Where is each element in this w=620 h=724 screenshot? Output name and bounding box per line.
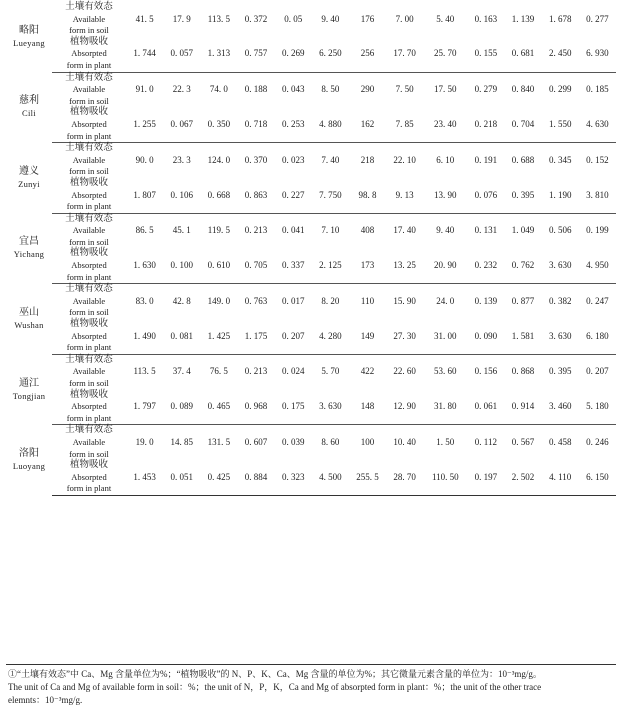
value-cell: 5. 40 xyxy=(436,13,455,24)
value-cell: 0. 668 xyxy=(200,178,237,213)
value-cell: 0. 023 xyxy=(281,154,305,165)
form-label-en: Absorpted xyxy=(71,189,107,200)
value-cell: 110 xyxy=(360,295,375,306)
value-cell: 0. 688 xyxy=(511,154,535,165)
value-cell: 13. 25 xyxy=(386,248,423,283)
form-label-en: Absorpted xyxy=(71,330,107,341)
form-label-en: form in soil xyxy=(69,25,109,36)
value-cell: 0. 100 xyxy=(163,248,200,283)
value-cell: 0. 213 xyxy=(244,225,268,236)
value-cell: 0. 199 xyxy=(586,225,609,236)
value-cell: 27. 30 xyxy=(386,319,423,354)
value-cell: 17. 40 xyxy=(393,225,416,236)
location-cell xyxy=(6,425,52,496)
table-row xyxy=(6,2,616,37)
location-name-cn: 通江 xyxy=(19,377,39,389)
value-cell: 2. 125 xyxy=(312,248,349,283)
form-label-cn: 土壤有效态 xyxy=(65,2,113,12)
location-name-en: Yichang xyxy=(13,249,45,260)
value-cell: 3. 810 xyxy=(579,178,616,213)
value-cell: 1. 630 xyxy=(126,248,163,283)
value-cell: 218 xyxy=(360,154,375,165)
value-cell: 7. 40 xyxy=(321,154,340,165)
value-cell: 173 xyxy=(349,248,386,283)
value-cell: 0. 345 xyxy=(548,154,572,165)
value-cell: 3. 630 xyxy=(542,248,579,283)
form-label-cn: 植物吸收 xyxy=(69,248,108,259)
table-row xyxy=(6,213,616,248)
value-cell: 0. 863 xyxy=(237,178,274,213)
value-cell: 15. 90 xyxy=(393,295,416,306)
value-cell: 0. 090 xyxy=(467,319,504,354)
value-cell: 0. 370 xyxy=(244,154,268,165)
value-cell: 0. 076 xyxy=(467,178,504,213)
value-cell: 4. 500 xyxy=(312,460,349,495)
value-cell: 19. 0 xyxy=(135,436,154,447)
value-cell: 0. 232 xyxy=(467,248,504,283)
value-cell: 0. 197 xyxy=(467,460,504,495)
footnote-line-cn: ①“土壤有效态”中 Ca、Mg 含量单位为%；“植物吸收”的 N、P、K、Ca、Mg 含量的单位为%；其它微量元素含量的单位为：10⁻³mg/g。 xyxy=(8,669,542,679)
value-cell: 7. 00 xyxy=(395,13,414,24)
element-content-table xyxy=(6,2,616,496)
form-label-available xyxy=(52,354,126,389)
form-label-cn: 植物吸收 xyxy=(69,107,108,118)
value-cell: 17. 70 xyxy=(386,37,423,72)
form-label-absorbed xyxy=(52,248,126,283)
value-cell: 6. 150 xyxy=(579,460,616,495)
value-cell: 83. 0 xyxy=(135,295,154,306)
value-cell: 149. 0 xyxy=(207,295,231,306)
value-cell: 0. 024 xyxy=(281,366,305,377)
location-cell xyxy=(6,284,52,355)
value-cell: 42. 8 xyxy=(172,295,191,306)
value-cell: 7. 85 xyxy=(386,107,423,142)
form-label-en: Absorpted xyxy=(71,48,107,59)
form-label-en: Available xyxy=(72,225,106,236)
value-cell: 0. 704 xyxy=(504,107,541,142)
value-cell: 13. 90 xyxy=(423,178,467,213)
value-cell: 0. 868 xyxy=(511,366,535,377)
value-cell: 1. 313 xyxy=(200,37,237,72)
form-label-en: Absorpted xyxy=(71,401,107,412)
form-label-absorbed xyxy=(52,390,126,425)
value-cell: 176 xyxy=(360,13,375,24)
value-cell: 0. 877 xyxy=(511,295,535,306)
value-cell: 76. 5 xyxy=(209,366,228,377)
form-label-en: form in soil xyxy=(69,95,109,106)
form-label-en: form in soil xyxy=(69,378,109,388)
value-cell: 148 xyxy=(349,390,386,425)
value-cell: 0. 277 xyxy=(586,13,609,24)
value-cell: 5. 70 xyxy=(321,366,340,377)
value-cell: 1. 453 xyxy=(126,460,163,495)
value-cell: 0. 039 xyxy=(281,436,305,447)
form-label-en: form in plant xyxy=(66,483,112,494)
form-label-en: Available xyxy=(72,13,106,24)
location-name-en: Zunyi xyxy=(18,178,40,189)
table-row xyxy=(6,143,616,178)
form-label-en: Available xyxy=(72,295,106,306)
form-label-en: Available xyxy=(72,366,106,377)
form-label-en: form in plant xyxy=(66,412,112,423)
value-cell: 149 xyxy=(349,319,386,354)
value-cell: 1. 581 xyxy=(504,319,541,354)
value-cell: 0. 968 xyxy=(237,390,274,425)
value-cell: 0. 247 xyxy=(586,295,609,306)
form-label-available xyxy=(52,72,126,107)
value-cell: 2. 502 xyxy=(504,460,541,495)
form-label-cn: 土壤有效态 xyxy=(65,143,113,154)
table-row xyxy=(6,460,616,495)
form-label-en: form in plant xyxy=(66,59,112,70)
value-cell: 45. 1 xyxy=(172,225,191,236)
value-cell: 0. 185 xyxy=(586,84,609,95)
value-cell: 0. 425 xyxy=(200,460,237,495)
value-cell: 0. 762 xyxy=(504,248,541,283)
form-label-absorbed xyxy=(52,319,126,354)
value-cell: 6. 10 xyxy=(436,154,455,165)
value-cell: 1. 550 xyxy=(542,107,579,142)
value-cell: 8. 50 xyxy=(321,84,340,95)
value-cell: 98. 8 xyxy=(349,178,386,213)
value-cell: 0. 081 xyxy=(163,319,200,354)
value-cell: 0. 051 xyxy=(163,460,200,495)
value-cell: 0. 131 xyxy=(474,225,498,236)
form-label-en: Absorpted xyxy=(71,471,107,482)
value-cell: 0. 914 xyxy=(504,390,541,425)
location-name-en: Tongjian xyxy=(12,390,46,401)
value-cell: 0. 155 xyxy=(467,37,504,72)
value-cell: 0. 163 xyxy=(474,13,498,24)
value-cell: 6. 930 xyxy=(579,37,616,72)
table-row xyxy=(6,248,616,283)
value-cell: 0. 05 xyxy=(284,13,303,24)
value-cell: 110. 50 xyxy=(423,460,467,495)
value-cell: 3. 630 xyxy=(542,319,579,354)
value-cell: 1. 678 xyxy=(548,13,572,24)
form-label-available xyxy=(52,284,126,319)
form-label-absorbed xyxy=(52,178,126,213)
form-label-en: form in plant xyxy=(66,130,112,141)
table-row xyxy=(6,425,616,460)
value-cell: 0. 705 xyxy=(237,248,274,283)
value-cell: 0. 017 xyxy=(281,295,305,306)
form-label-absorbed xyxy=(52,37,126,72)
value-cell: 0. 323 xyxy=(275,460,312,495)
form-label-available xyxy=(52,425,126,460)
value-cell: 37. 4 xyxy=(172,366,191,377)
table-row xyxy=(6,107,616,142)
value-cell: 131. 5 xyxy=(207,436,231,447)
value-cell: 53. 60 xyxy=(434,366,457,377)
value-cell: 91. 0 xyxy=(135,84,154,95)
value-cell: 0. 395 xyxy=(548,366,572,377)
value-cell: 7. 50 xyxy=(395,84,414,95)
value-cell: 74. 0 xyxy=(209,84,228,95)
location-name-cn: 宜昌 xyxy=(19,236,39,248)
value-cell: 0. 089 xyxy=(163,390,200,425)
value-cell: 0. 757 xyxy=(237,37,274,72)
value-cell: 0. 299 xyxy=(548,84,572,95)
location-name-cn: 略阳 xyxy=(19,25,39,37)
value-cell: 1. 50 xyxy=(436,436,455,447)
form-label-en: Absorpted xyxy=(71,260,107,271)
value-cell: 17. 9 xyxy=(172,13,191,24)
table-row xyxy=(6,37,616,72)
value-cell: 4. 880 xyxy=(312,107,349,142)
form-label-cn: 植物吸收 xyxy=(69,319,108,330)
location-name-cn: 巫山 xyxy=(19,307,39,319)
value-cell: 256 xyxy=(349,37,386,72)
value-cell: 22. 10 xyxy=(393,154,416,165)
location-name-en: Wushan xyxy=(14,320,44,331)
form-label-cn: 植物吸收 xyxy=(69,36,108,47)
value-cell: 0. 337 xyxy=(275,248,312,283)
value-cell: 7. 750 xyxy=(312,178,349,213)
value-cell: 0. 218 xyxy=(467,107,504,142)
value-cell: 1. 490 xyxy=(126,319,163,354)
value-cell: 28. 70 xyxy=(386,460,423,495)
value-cell: 0. 718 xyxy=(237,107,274,142)
value-cell: 0. 372 xyxy=(244,13,268,24)
value-cell: 0. 253 xyxy=(275,107,312,142)
value-cell: 1. 425 xyxy=(200,319,237,354)
value-cell: 17. 50 xyxy=(434,84,457,95)
form-label-cn: 土壤有效态 xyxy=(65,354,113,365)
value-cell: 0. 207 xyxy=(586,366,609,377)
value-cell: 90. 0 xyxy=(135,154,154,165)
value-cell: 86. 5 xyxy=(135,225,154,236)
value-cell: 24. 0 xyxy=(436,295,455,306)
value-cell: 3. 460 xyxy=(542,390,579,425)
value-cell: 9. 40 xyxy=(321,13,340,24)
table-row xyxy=(6,284,616,319)
value-cell: 0. 188 xyxy=(244,84,268,95)
form-label-cn: 土壤有效态 xyxy=(65,72,113,83)
form-label-cn: 土壤有效态 xyxy=(65,213,113,224)
value-cell: 0. 106 xyxy=(163,178,200,213)
form-label-cn: 植物吸收 xyxy=(69,389,108,400)
location-name-cn: 洛阳 xyxy=(19,448,39,460)
value-cell: 20. 90 xyxy=(423,248,467,283)
value-cell: 8. 20 xyxy=(321,295,340,306)
value-cell: 23. 3 xyxy=(172,154,191,165)
value-cell: 1. 139 xyxy=(511,13,535,24)
value-cell: 0. 382 xyxy=(548,295,572,306)
value-cell: 31. 00 xyxy=(423,319,467,354)
value-cell: 8. 60 xyxy=(321,436,340,447)
value-cell: 0. 884 xyxy=(237,460,274,495)
value-cell: 10. 40 xyxy=(393,436,416,447)
form-label-en: form in plant xyxy=(66,201,112,212)
footnote-line-en-cont: elemnts：10⁻³mg/g. xyxy=(8,695,83,706)
value-cell: 4. 280 xyxy=(312,319,349,354)
form-label-en: form in soil xyxy=(69,448,109,459)
form-label-cn: 土壤有效态 xyxy=(65,425,113,436)
value-cell: 0. 395 xyxy=(504,178,541,213)
value-cell: 0. 458 xyxy=(548,436,572,447)
table-row xyxy=(6,72,616,107)
location-cell xyxy=(6,72,52,143)
location-name-en: Lueyang xyxy=(13,38,45,49)
value-cell: 408 xyxy=(360,225,375,236)
value-cell: 1. 175 xyxy=(237,319,274,354)
value-cell: 3. 630 xyxy=(312,390,349,425)
value-cell: 0. 139 xyxy=(474,295,498,306)
value-cell: 0. 506 xyxy=(548,225,572,236)
value-cell: 41. 5 xyxy=(135,13,154,24)
value-cell: 0. 227 xyxy=(275,178,312,213)
value-cell: 100 xyxy=(360,436,375,447)
form-label-available xyxy=(52,2,126,37)
table-footnote xyxy=(8,668,616,708)
form-label-available xyxy=(52,213,126,248)
value-cell: 1. 797 xyxy=(126,390,163,425)
value-cell: 1. 190 xyxy=(542,178,579,213)
value-cell: 119. 5 xyxy=(207,225,230,236)
form-label-en: form in soil xyxy=(69,236,109,247)
value-cell: 0. 213 xyxy=(244,366,268,377)
value-cell: 255. 5 xyxy=(349,460,386,495)
value-cell: 0. 067 xyxy=(163,107,200,142)
value-cell: 1. 744 xyxy=(126,37,163,72)
location-name-en: Cili xyxy=(22,108,36,119)
value-cell: 162 xyxy=(349,107,386,142)
value-cell: 0. 041 xyxy=(281,225,305,236)
value-cell: 0. 840 xyxy=(511,84,535,95)
value-cell: 4. 110 xyxy=(542,460,579,495)
value-cell: 31. 80 xyxy=(423,390,467,425)
value-cell: 1. 807 xyxy=(126,178,163,213)
form-label-en: Available xyxy=(72,436,106,447)
form-label-en: Absorpted xyxy=(71,118,107,129)
value-cell: 22. 3 xyxy=(172,84,191,95)
value-cell: 113. 5 xyxy=(207,13,230,24)
form-label-cn: 植物吸收 xyxy=(69,177,108,188)
table-row xyxy=(6,319,616,354)
value-cell: 0. 681 xyxy=(504,37,541,72)
value-cell: 4. 630 xyxy=(579,107,616,142)
value-cell: 14. 85 xyxy=(170,436,193,447)
value-cell: 1. 049 xyxy=(511,225,535,236)
table-row xyxy=(6,178,616,213)
value-cell: 9. 40 xyxy=(436,225,455,236)
value-cell: 0. 191 xyxy=(474,154,498,165)
value-cell: 0. 350 xyxy=(200,107,237,142)
location-cell xyxy=(6,213,52,284)
value-cell: 25. 70 xyxy=(423,37,467,72)
value-cell: 0. 610 xyxy=(200,248,237,283)
value-cell: 0. 269 xyxy=(275,37,312,72)
value-cell: 290 xyxy=(360,84,375,95)
value-cell: 422 xyxy=(360,366,375,377)
value-cell: 0. 465 xyxy=(200,390,237,425)
value-cell: 124. 0 xyxy=(207,154,231,165)
value-cell: 9. 13 xyxy=(386,178,423,213)
value-cell: 12. 90 xyxy=(386,390,423,425)
value-cell: 113. 5 xyxy=(133,366,156,377)
location-cell xyxy=(6,354,52,425)
form-label-en: Available xyxy=(72,84,106,95)
form-label-absorbed xyxy=(52,460,126,495)
value-cell: 0. 057 xyxy=(163,37,200,72)
value-cell: 2. 450 xyxy=(542,37,579,72)
value-cell: 0. 152 xyxy=(586,154,609,165)
value-cell: 7. 10 xyxy=(321,225,340,236)
value-cell: 0. 112 xyxy=(474,436,497,447)
footnote-line-en: The unit of Ca and Mg of available form in soil：%；the unit of N，P，K，Ca and Mg of absorpted form in plant：%；the unit of the other trace xyxy=(8,682,542,693)
form-label-en: Available xyxy=(72,154,106,165)
location-name-cn: 遵义 xyxy=(19,165,39,177)
location-cell xyxy=(6,2,52,72)
value-cell: 0. 175 xyxy=(275,390,312,425)
table-row xyxy=(6,390,616,425)
form-label-cn: 植物吸收 xyxy=(69,460,108,471)
value-cell: 0. 156 xyxy=(474,366,498,377)
form-label-cn: 土壤有效态 xyxy=(65,284,113,295)
value-cell: 0. 279 xyxy=(474,84,498,95)
value-cell: 0. 207 xyxy=(275,319,312,354)
location-name-en: Luoyang xyxy=(12,461,46,472)
value-cell: 0. 061 xyxy=(467,390,504,425)
form-label-en: form in soil xyxy=(69,166,109,177)
value-cell: 23. 40 xyxy=(423,107,467,142)
value-cell: 1. 255 xyxy=(126,107,163,142)
table-row xyxy=(6,354,616,389)
value-cell: 0. 246 xyxy=(586,436,609,447)
location-cell xyxy=(6,143,52,214)
value-cell: 22. 60 xyxy=(393,366,416,377)
value-cell: 6. 180 xyxy=(579,319,616,354)
form-label-en: form in plant xyxy=(66,342,112,353)
form-label-en: form in plant xyxy=(66,271,112,282)
location-name-cn: 慈利 xyxy=(19,95,39,107)
form-label-en: form in soil xyxy=(69,307,109,318)
value-cell: 5. 180 xyxy=(579,390,616,425)
value-cell: 6. 250 xyxy=(312,37,349,72)
form-label-available xyxy=(52,143,126,178)
value-cell: 0. 763 xyxy=(244,295,268,306)
table-bottom-rule xyxy=(6,664,616,665)
form-label-absorbed xyxy=(52,107,126,142)
value-cell: 0. 567 xyxy=(511,436,535,447)
value-cell: 4. 950 xyxy=(579,248,616,283)
value-cell: 0. 607 xyxy=(244,436,268,447)
value-cell: 0. 043 xyxy=(281,84,305,95)
